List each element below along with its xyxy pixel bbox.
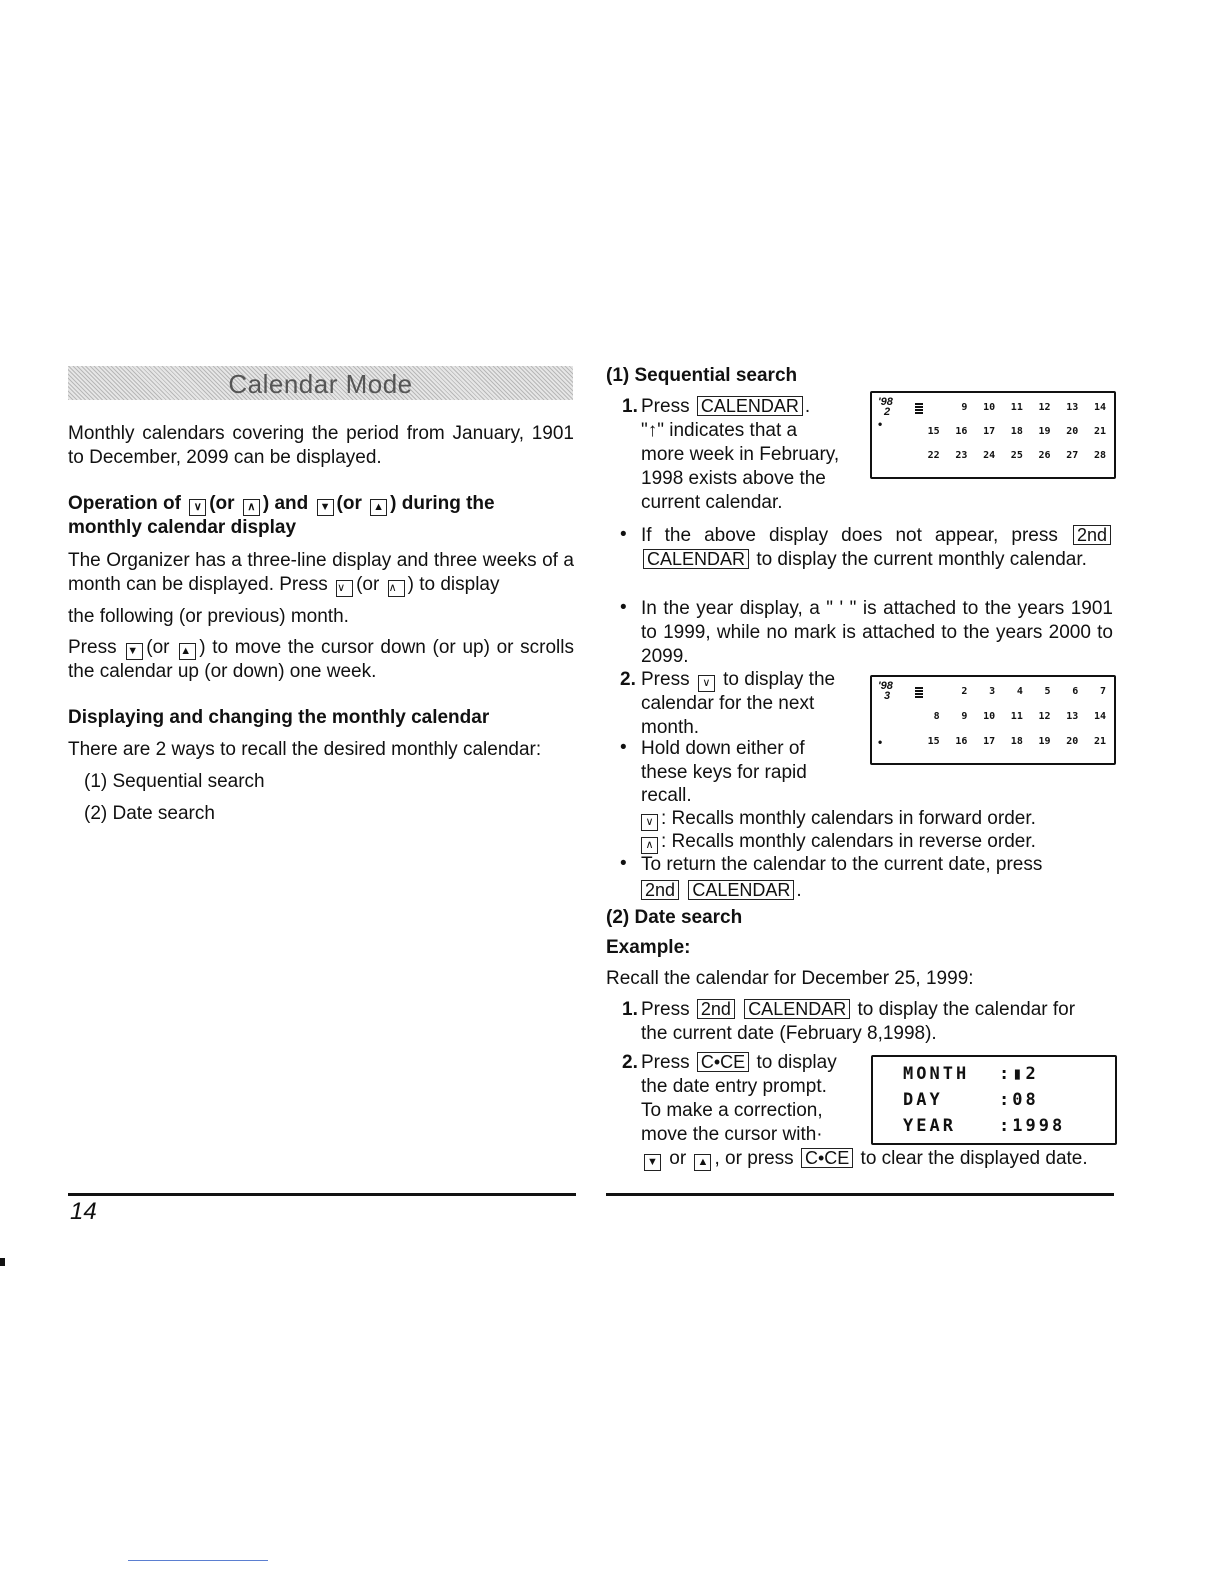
dstep2-last-line: ▼ or ▲ , or press C•CE to clear the displayed date. [644,1147,1088,1171]
calendar-week-row: 8 9 10 11 12 13 14 [933,711,1106,722]
step1-desc: 1998 exists above the [641,468,826,489]
up-key-icon: ∧ [388,580,405,597]
bullet: • [620,737,627,758]
dstep2-desc: To make a correction, [641,1100,823,1121]
recall-forward: ∨ : Recalls monthly calendars in forward order. [641,807,1036,831]
step-number: 2. [620,669,636,690]
month-label: 3 [884,690,891,702]
down-key-icon: ∨ [336,580,353,597]
calendar-display-mar [870,675,1116,765]
year-field-label: YEAR [903,1116,956,1136]
cursor-down-key-icon: ▼ [126,643,143,660]
example-label: Example: [606,937,691,958]
bullet-text: If the above display does not appear, press 2nd CALENDAR to display the current monthly calendar. [641,524,1113,572]
week-mark: • [878,417,883,431]
step2-line: Press ∨ to display the [641,669,836,690]
second-key: 2nd [1073,525,1111,545]
step2-desc: month. [641,717,700,738]
month-field-value: :▮2 [999,1064,1039,1084]
bullet-text: In the year display, a " ' " is attached to the years 1901 to 1999, while no mark is attached to the years 2000 to 2099. [641,598,1113,667]
step1-line: Press CALENDAR . [641,396,811,417]
up-key-icon: ∧ [641,837,658,854]
step-number: 2. [622,1052,638,1073]
dstep2-desc: the date entry prompt. [641,1076,827,1097]
calendar-key: CALENDAR [643,549,749,569]
clear-key: C•CE [801,1148,853,1168]
calendar-week-row: 2 3 4 5 6 7 [961,686,1106,697]
margin-mark [0,1258,5,1266]
clear-key: C•CE [697,1052,749,1072]
step-number: 1. [622,396,638,417]
cursor-up-key-icon: ▲ [370,499,387,516]
day-field-label: DAY [903,1090,943,1110]
section-title: Calendar Mode [228,369,413,399]
operation-heading: Operation of ∨ (or ∧ ) and ▼ (or ▲ ) during the monthly calendar display [68,493,495,538]
calendar-week-row: 15 16 17 18 19 20 21 [927,736,1106,747]
second-key: 2nd [697,999,735,1019]
cursor-up-key-icon: ▲ [694,1154,711,1171]
bullet-text: To return the calendar to the current date, press [641,854,1043,875]
step2-desc: calendar for the next [641,693,815,714]
cursor-down-key-icon: ▼ [644,1154,661,1171]
bullet-text: recall. [641,785,692,806]
date-search-heading: (2) Date search [606,907,743,928]
dstep2-desc: move the cursor with· [641,1124,823,1145]
footer-rule-right [606,1193,1114,1196]
bullet-text: Hold down either of [641,738,805,759]
operation-paragraph-1: The Organizer has a three-line display and three weeks of a month can be displayed. Press ∨ (or ∧ ) to display [68,550,574,595]
month-label: 2 [884,406,891,418]
operation-paragraph-1-end: the following (or previous) month. [68,606,349,627]
displaying-paragraph: There are 2 ways to recall the desired monthly calendar: [68,739,542,760]
year-field-value: :1998 [999,1116,1066,1136]
example-text: Recall the calendar for December 25, 1999: [606,968,974,989]
dstep2-line: Press C•CE to display [641,1052,837,1073]
bullet: • [620,853,627,874]
sequential-search-heading: (1) Sequential search [606,365,798,386]
bottom-link-line [128,1560,268,1561]
year-label: '98 [878,680,893,692]
cursor-up-key-icon: ▲ [179,643,196,660]
dstep1-line: Press 2nd CALENDAR to display the calendar for [641,999,1076,1020]
calendar-key: CALENDAR [697,396,803,416]
second-key: 2nd [641,880,679,900]
recall-reverse: ∧ : Recalls monthly calendars in reverse order. [641,830,1036,854]
calendar-key: CALENDAR [744,999,850,1019]
calendar-week-row: 15 16 17 18 19 20 21 [927,426,1106,437]
step1-desc: more week in February, [641,444,840,465]
cursor-down-key-icon: ▼ [317,499,334,516]
down-key-icon: ∨ [189,499,206,516]
calendar-key: CALENDAR [688,880,794,900]
week-mark: • [878,735,883,749]
calendar-week-row: 22 23 24 25 26 27 28 [927,450,1106,461]
displaying-heading: Displaying and changing the monthly calendar [68,707,490,728]
step-number: 1. [622,999,638,1020]
bullet: • [620,597,627,618]
down-key-icon: ∨ [698,675,715,692]
day-field-value: :08 [999,1090,1039,1110]
way-item: (1) Sequential search [84,771,265,792]
way-item: (2) Date search [84,803,215,824]
month-field-label: MONTH [903,1064,970,1084]
bullet: • [620,524,627,545]
section-banner [68,366,573,400]
down-key-icon: ∨ [641,814,658,831]
dstep1-desc: the current date (February 8,1998). [641,1023,937,1044]
footer-rule-left [68,1193,576,1196]
step1-desc: current calendar. [641,492,783,513]
up-key-icon: ∧ [243,499,260,516]
calendar-week-row: 9 10 11 12 13 14 [961,402,1106,413]
date-entry-display [871,1055,1117,1145]
intro-paragraph: Monthly calendars covering the period from January, 1901 to December, 2099 can be displayed. [68,423,574,468]
operation-paragraph-2: Press ▼ (or ▲ ) to move the cursor down (or up) or scrolls the calendar up (or down) one week. [68,637,574,682]
bullet-keys: 2nd CALENDAR . [641,879,802,903]
bullet-text: these keys for rapid [641,762,807,783]
step1-desc: "↑" indicates that a [641,420,798,441]
calendar-display-feb [870,391,1116,479]
year-label: '98 [878,396,893,408]
page-number: 14 [70,1198,97,1225]
